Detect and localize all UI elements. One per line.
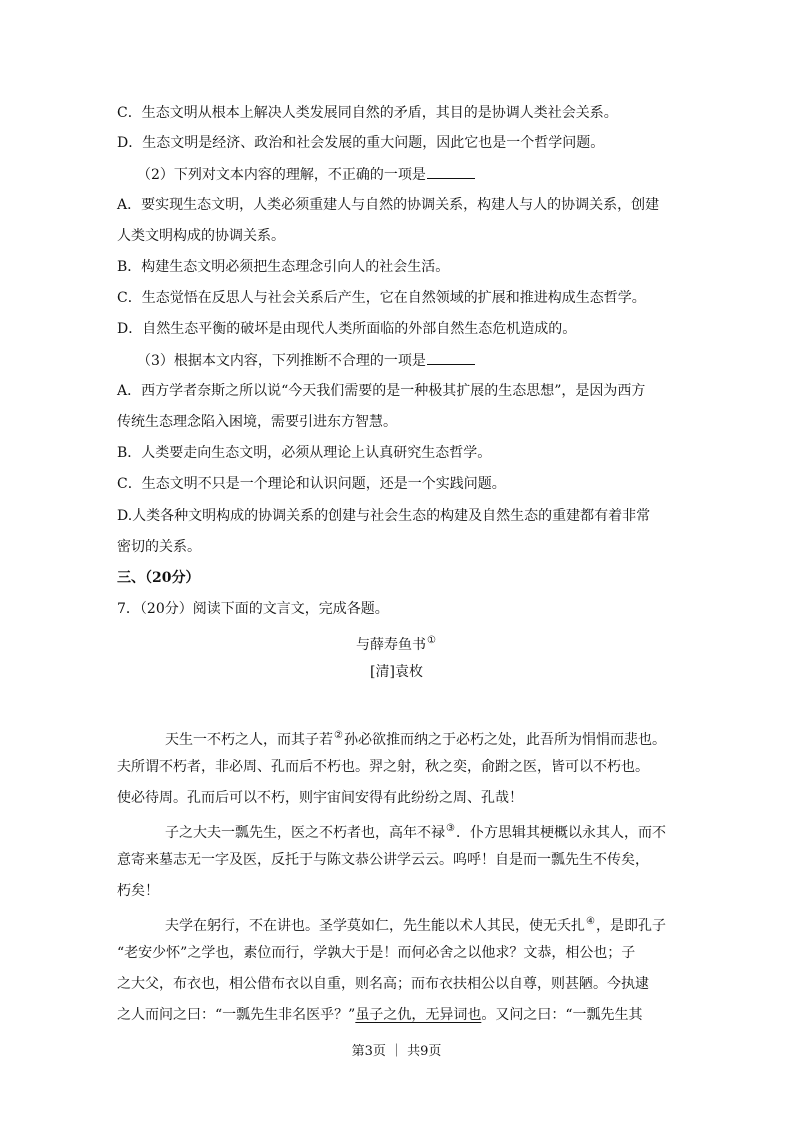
q6-sub2-option-d: D．自然生态平衡的破坏是由现代人类所面临的外部自然生态危机造成的。 xyxy=(117,321,577,337)
passage-p3-line1 xyxy=(165,912,666,936)
passage-p3-line4 xyxy=(117,1005,643,1025)
q6-sub2-option-a-line2: 人类文明构成的协调关系。 xyxy=(117,228,285,244)
q6-sub3-stem xyxy=(137,350,475,371)
passage-title xyxy=(0,631,793,655)
text-run: ．仆方思辑其梗概以永其人，而不 xyxy=(455,825,666,841)
underlined-sentence: 虽子之仇，无异词也 xyxy=(355,1007,482,1023)
passage-author: [清]袁枚 xyxy=(370,664,423,680)
q6-sub2-option-a-line1: A．要实现生态文明，人类必须重建人与自然的协调关系，构建人与人的协调关系，创建 xyxy=(117,197,660,213)
q6-sub3-option-d-line2: 密切的关系。 xyxy=(117,539,201,555)
q6-sub3-option-d-line1: D.人类各种文明构成的协调关系的创建与社会生态的构建及自然生态的重建都有着非常 xyxy=(117,508,651,524)
answer-blank xyxy=(427,164,475,179)
text-run: 子之大夫一瓢先生，医之不朽者也，高年不禄 xyxy=(165,825,445,841)
q6-sub3-option-a-line2: 传统生态理念陷入困境，需要引进东方智慧。 xyxy=(117,414,397,430)
text-run: 天生一不朽之人，而其子若 xyxy=(165,732,333,748)
q6-sub2-option-b: B．构建生态文明必须把生态理念引向人的社会生活。 xyxy=(117,259,450,275)
text-run: 孙必欲推而纳之于必朽之处，此吾所为悁悁而悲也。 xyxy=(343,732,666,748)
answer-blank xyxy=(427,350,475,365)
passage-p2-line2: 意寄来墓志无一字及医，反托于与陈文恭公讲学云云。呜呼！自是而一瓢先生不传矣， xyxy=(117,852,649,868)
q6-sub3-stem-text: （3）根据本文内容，下列推断不合理的一项是 xyxy=(137,353,426,369)
text-run: 夫学在躬行，不在讲也。圣学莫如仁，先生能以术人其民，使无夭扎 xyxy=(165,918,585,934)
passage-title-text: 与薛寿鱼书 xyxy=(356,637,427,653)
q7-stem: 7．（20分）阅读下面的文言文，完成各题。 xyxy=(117,601,389,617)
text-run: ，是即孔子 xyxy=(595,918,666,934)
passage-p2-line1 xyxy=(165,819,666,843)
text-run: 之人而问之曰：“一瓢先生非名医乎？” xyxy=(117,1007,356,1023)
passage-p3-line3: 之大父，布衣也，相公借布衣以自重，则名高；而布衣扶相公以自尊，则甚陋。今执逮 xyxy=(117,976,649,992)
passage-p1-line3: 使必待周。孔而后可以不朽，则宇宙间安得有此纷纷之周、孔哉！ xyxy=(117,790,523,806)
q6-sub2-option-c: C．生态觉悟在反思人与社会关系后产生，它在自然领域的扩展和推进构成生态哲学。 xyxy=(117,290,646,306)
q6-sub2-stem xyxy=(137,164,475,185)
q6-sub3-option-b: B．人类要走向生态文明，必须从理论上认真研究生态哲学。 xyxy=(117,445,492,461)
footnote-marker: ④ xyxy=(586,916,595,927)
q6-option-c: C．生态文明从根本上解决人类发展同自然的矛盾，其目的是协调人类社会关系。 xyxy=(117,105,618,121)
q6-sub3-option-a-line1: A．西方学者奈斯之所以说“今天我们需要的是一种极其扩展的生态思想”，是因为西方 xyxy=(117,383,646,399)
q6-option-d: D．生态文明是经济、政治和社会发展的重大问题，因此它也是一个哲学问题。 xyxy=(117,135,605,151)
text-run: 。又问之曰：“一瓢先生其 xyxy=(481,1007,643,1023)
page-footer: 第3页 ｜ 共9页 xyxy=(351,1044,442,1059)
section-heading: 三、（20分） xyxy=(117,570,200,586)
passage-p2-line3: 朽矣！ xyxy=(117,883,159,899)
footnote-marker: ③ xyxy=(446,823,455,834)
footnote-marker: ① xyxy=(427,635,436,646)
q6-sub3-option-c: C．生态文明不只是一个理论和认识问题，还是一个实践问题。 xyxy=(117,476,506,492)
q6-sub2-stem-text: （2）下列对文本内容的理解，不正确的一项是 xyxy=(137,167,426,183)
footnote-marker: ② xyxy=(334,730,343,741)
passage-p1-line1 xyxy=(165,726,666,750)
passage-p3-line2: “老安少怀”之学也，素位而行，学孰大于是！而何必舍之以他求？文恭，相公也；子 xyxy=(117,945,636,961)
passage-p1-line2: 夫所谓不朽者，非必周、孔而后不朽也。羿之射，秋之奕，俞跗之医，皆可以不朽也。 xyxy=(117,759,649,775)
